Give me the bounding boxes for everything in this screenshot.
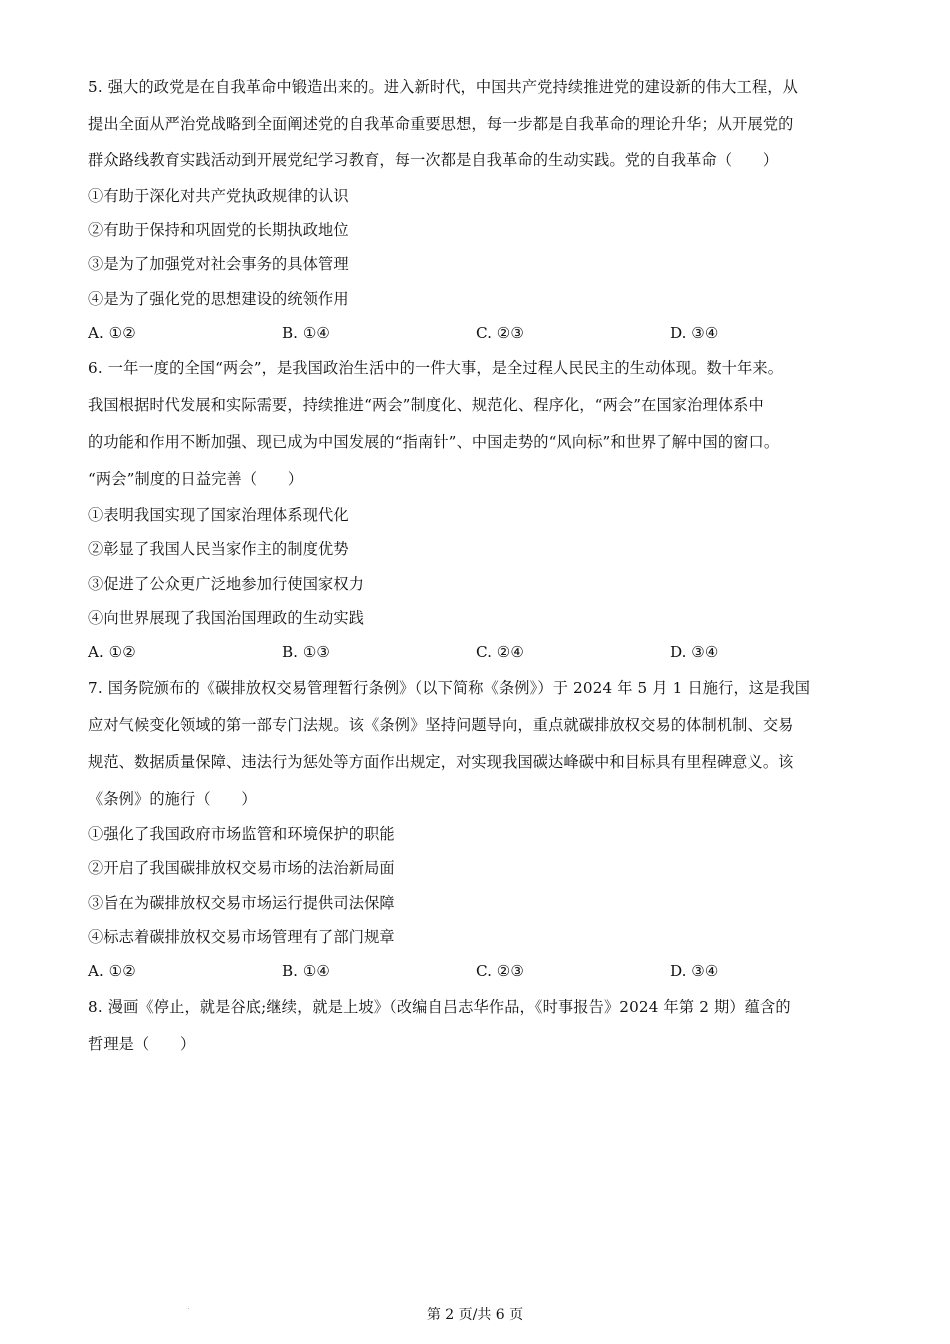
option-a[interactable]: A. ①② xyxy=(88,643,136,661)
question-6-statement-2: ②彰显了我国人民当家作主的制度优势 xyxy=(88,540,349,558)
question-7-stem-line-4: 《条例》的施行（ ） xyxy=(88,790,257,808)
question-7-statement-2: ②开启了我国碳排放权交易市场的法治新局面 xyxy=(88,859,395,877)
question-5-statement-1: ①有助于深化对共产党执政规律的认识 xyxy=(88,187,349,205)
question-5-stem-line-3: 群众路线教育实践活动到开展党纪学习教育，每一次都是自我革命的生动实践。党的自我革命（ ） xyxy=(88,151,779,169)
option-a[interactable]: A. ①② xyxy=(88,324,136,342)
question-5-stem-line-2: 提出全面从严治党战略到全面阐述党的自我革命重要思想，每一步都是自我革命的理论升华；从开展党的 xyxy=(88,115,794,133)
question-6-statement-3: ③促进了公众更广泛地参加行使国家权力 xyxy=(88,575,365,593)
question-7-stem-line-2: 应对气候变化领域的第一部专门法规。该《条例》坚持问题导向，重点就碳排放权交易的体制机制、交易 xyxy=(88,716,794,734)
question-7-statement-4: ④标志着碳排放权交易市场管理有了部门规章 xyxy=(88,928,395,946)
question-7-statement-1: ①强化了我国政府市场监管和环境保护的职能 xyxy=(88,825,395,843)
question-6-stem-line-1: 6. 一年一度的全国“两会”，是我国政治生活中的一件大事，是全过程人民民主的生动体现。数十年来。 xyxy=(88,359,784,377)
page-number: 第 2 页/共 6 页 xyxy=(426,1307,524,1323)
question-6-stem-line-2: 我国根据时代发展和实际需要，持续推进“两会”制度化、规范化、程序化，“两会”在国家治理体系中 xyxy=(88,396,764,414)
option-d[interactable]: D. ③④ xyxy=(670,962,719,980)
option-a[interactable]: A. ①② xyxy=(88,962,136,980)
question-6-stem-line-3: 的功能和作用不断加强、现已成为中国发展的“指南针”、中国走势的“风向标”和世界了解中国的窗口。 xyxy=(88,433,780,451)
question-7-statement-3: ③旨在为碳排放权交易市场运行提供司法保障 xyxy=(88,894,395,912)
question-6-stem-line-4: “两会”制度的日益完善（ ） xyxy=(88,470,304,488)
option-c[interactable]: C. ②③ xyxy=(476,324,524,342)
question-8-stem-line-1: 8. 漫画《停止，就是谷底;继续，就是上坡》（改编自吕志华作品，《时事报告》2024 年第 2 期）蕴含的 xyxy=(88,998,791,1016)
option-d[interactable]: D. ③④ xyxy=(670,643,719,661)
question-5-stem-line-1: 5. 强大的政党是在自我革命中锻造出来的。进入新时代，中国共产党持续推进党的建设新的伟大工程，从 xyxy=(88,78,798,96)
question-7-stem-line-3: 规范、数据质量保障、违法行为惩处等方面作出规定，对实现我国碳达峰碳中和目标具有里程碑意义。该 xyxy=(88,753,794,771)
question-7-stem-line-1: 7. 国务院颁布的《碳排放权交易管理暂行条例》（以下简称《条例》）于 2024 年 5 月 1 日施行，这是我国 xyxy=(88,679,811,697)
option-b[interactable]: B. ①④ xyxy=(282,962,331,980)
question-6-statement-1: ①表明我国实现了国家治理体系现代化 xyxy=(88,506,349,524)
question-5-statement-2: ②有助于保持和巩固党的长期执政地位 xyxy=(88,221,349,239)
question-6-statement-4: ④向世界展现了我国治国理政的生动实践 xyxy=(88,609,365,627)
option-b[interactable]: B. ①③ xyxy=(282,643,331,661)
option-c[interactable]: C. ②④ xyxy=(476,643,524,661)
question-5-statement-3: ③是为了加强党对社会事务的具体管理 xyxy=(88,255,349,273)
question-8-stem-line-2: 哲理是（ ） xyxy=(88,1035,196,1053)
option-b[interactable]: B. ①④ xyxy=(282,324,331,342)
option-c[interactable]: C. ②③ xyxy=(476,962,524,980)
option-d[interactable]: D. ③④ xyxy=(670,324,719,342)
question-5-statement-4: ④是为了强化党的思想建设的统领作用 xyxy=(88,290,349,308)
